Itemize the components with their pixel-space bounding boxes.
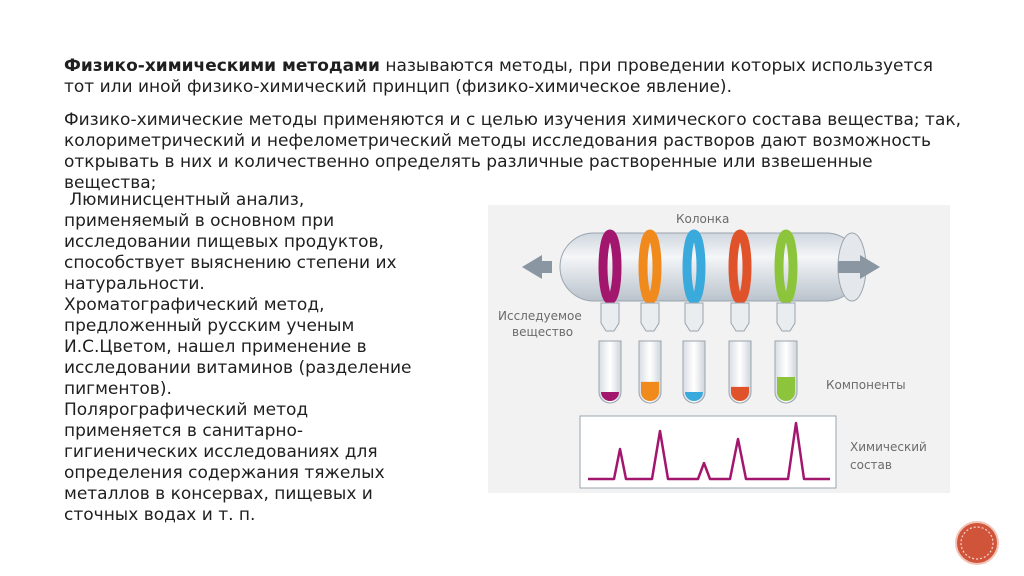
nozzle	[731, 303, 749, 331]
tube-liquid	[777, 377, 795, 401]
components-label: Компоненты	[826, 378, 906, 392]
definition-paragraph	[64, 56, 964, 98]
sample-label-line1: Исследуемое	[498, 309, 582, 323]
list-line: натуральности.	[64, 274, 205, 294]
chromatogram	[580, 416, 836, 488]
list-line: пигментов).	[64, 379, 172, 399]
tube-liquid	[641, 382, 659, 401]
list-line: сточных водах и т. п.	[64, 505, 256, 525]
list-line: способствует выяснению степени их	[64, 253, 397, 273]
list-line: Хроматографический метод,	[64, 295, 325, 315]
definition-term: Физико-химическими методами	[64, 56, 380, 76]
list-line: гигиенических исследованиях для	[64, 442, 378, 462]
list-line: Полярографический метод	[64, 400, 309, 420]
list-line: исследовании пищевых продуктов,	[64, 232, 384, 252]
definition-text: называются методы, при проведении которых используется тот или иной физико-химический принцип (физико-химическое явление).	[64, 56, 933, 97]
slide-number-badge	[954, 520, 1000, 566]
list-line: определения содержания тяжелых	[64, 463, 385, 483]
list-line: Люминисцентный анализ,	[64, 190, 305, 210]
nozzle	[641, 303, 659, 331]
list-line: И.С.Цветом, нашел применение в	[64, 337, 367, 357]
list-line: металлов в консервах, пищевых и	[64, 484, 373, 504]
nozzle	[685, 303, 703, 331]
list-line: применяется в санитарно-	[64, 421, 304, 441]
methods-list	[64, 190, 459, 526]
application-paragraph: Физико-химические методы применяются и с целью изучения химического состава вещества; так, колориметрический и нефелометрический методы исследования растворов дают возможность открывать в них и количественно определять различные растворенные или взвешенные вещества;	[64, 110, 962, 193]
chromatography-diagram	[488, 205, 950, 493]
composition-label-line2: состав	[850, 458, 892, 472]
list-line: применяемый в основном при	[64, 211, 335, 231]
nozzle	[777, 303, 795, 331]
nozzle	[601, 303, 619, 331]
composition-label-line1: Химический	[850, 440, 927, 454]
list-line: исследовании витаминов (разделение	[64, 358, 412, 378]
column-label: Колонка	[676, 212, 730, 226]
sample-label-line2: вещество	[512, 325, 574, 339]
list-line: предложенный русским ученым	[64, 316, 355, 336]
